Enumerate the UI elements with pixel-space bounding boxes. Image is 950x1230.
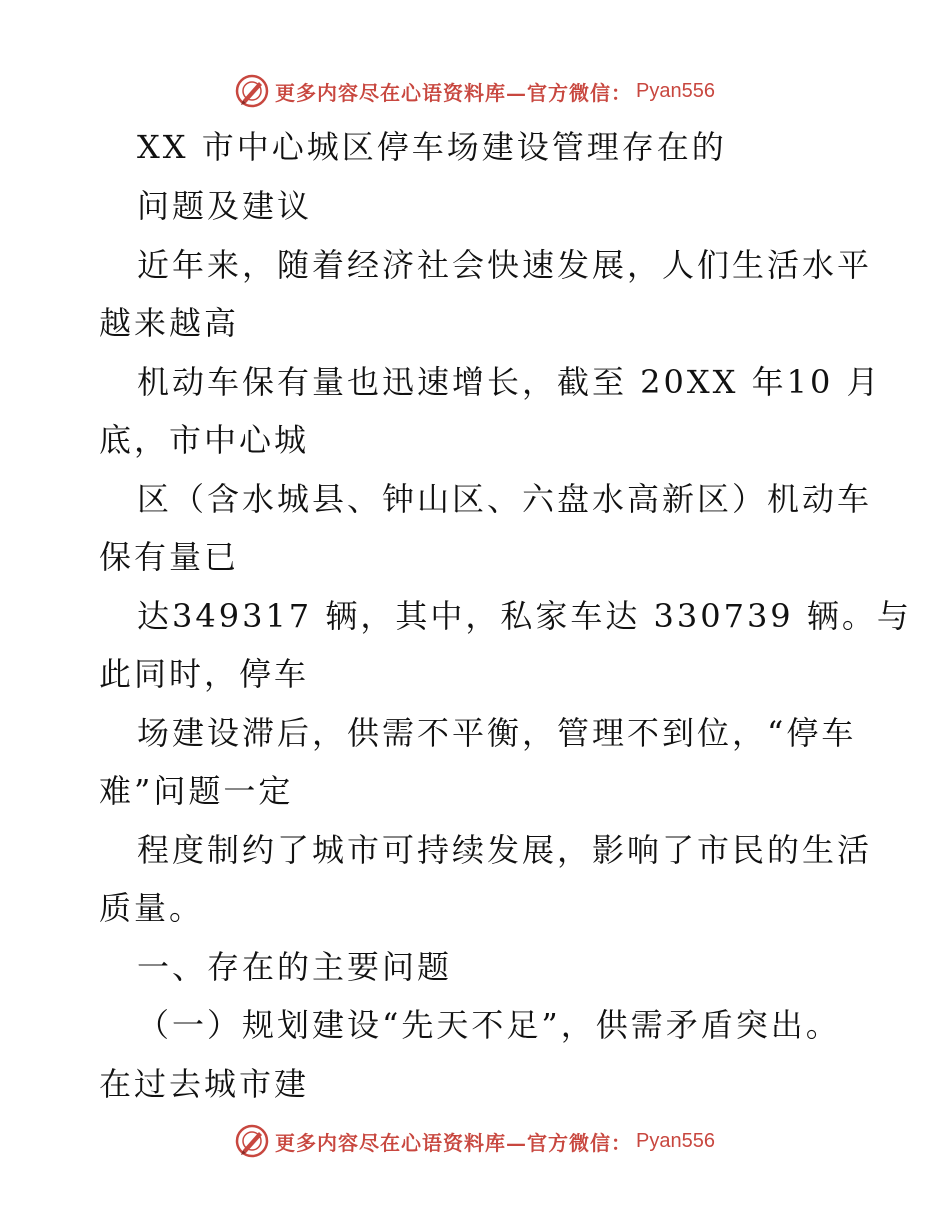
banner-text: 更多内容尽在心语资料库—官方微信： xyxy=(275,1130,633,1155)
section-heading: 一、存在的主要问题 xyxy=(137,948,453,986)
pen-logo-icon xyxy=(235,1124,269,1158)
paragraph-line: 越来越高 xyxy=(99,304,240,342)
footer-banner[interactable] xyxy=(0,1121,950,1161)
subsection-heading: （一）规划建设“先天不足”，供需矛盾突出。 xyxy=(137,1006,841,1044)
paragraph-line: 区（含水城县、钟山区、六盘水高新区）机动车 xyxy=(137,480,873,518)
pen-logo-icon xyxy=(235,74,269,108)
paragraph-line: 场建设滞后，供需不平衡，管理不到位，“停车 xyxy=(137,714,857,752)
paragraph-line: 底，市中心城 xyxy=(99,421,310,459)
paragraph-line: 达349317 辆，其中，私家车达 330739 辆。与 xyxy=(137,597,912,635)
title-line-1: XX 市中心城区停车场建设管理存在的 xyxy=(137,128,727,166)
banner-wechat-id: Pyan556 xyxy=(636,79,715,102)
banner-text: 更多内容尽在心语资料库—官方微信： xyxy=(275,80,633,105)
header-banner[interactable] xyxy=(0,71,950,111)
paragraph-line: 近年来，随着经济社会快速发展，人们生活水平 xyxy=(137,246,873,284)
paragraph-line: 保有量已 xyxy=(99,538,240,576)
paragraph-line: 机动车保有量也迅速增长，截至 20XX 年10 月 xyxy=(137,363,882,401)
paragraph-line: 在过去城市建 xyxy=(99,1065,310,1103)
banner-wechat-id: Pyan556 xyxy=(636,1129,715,1152)
paragraph-line: 质量。 xyxy=(99,889,205,927)
title-line-2: 问题及建议 xyxy=(137,187,313,225)
paragraph-line: 难”问题一定 xyxy=(99,772,294,810)
paragraph-line: 此同时，停车 xyxy=(99,655,310,693)
paragraph-line: 程度制约了城市可持续发展，影响了市民的生活 xyxy=(137,831,873,869)
